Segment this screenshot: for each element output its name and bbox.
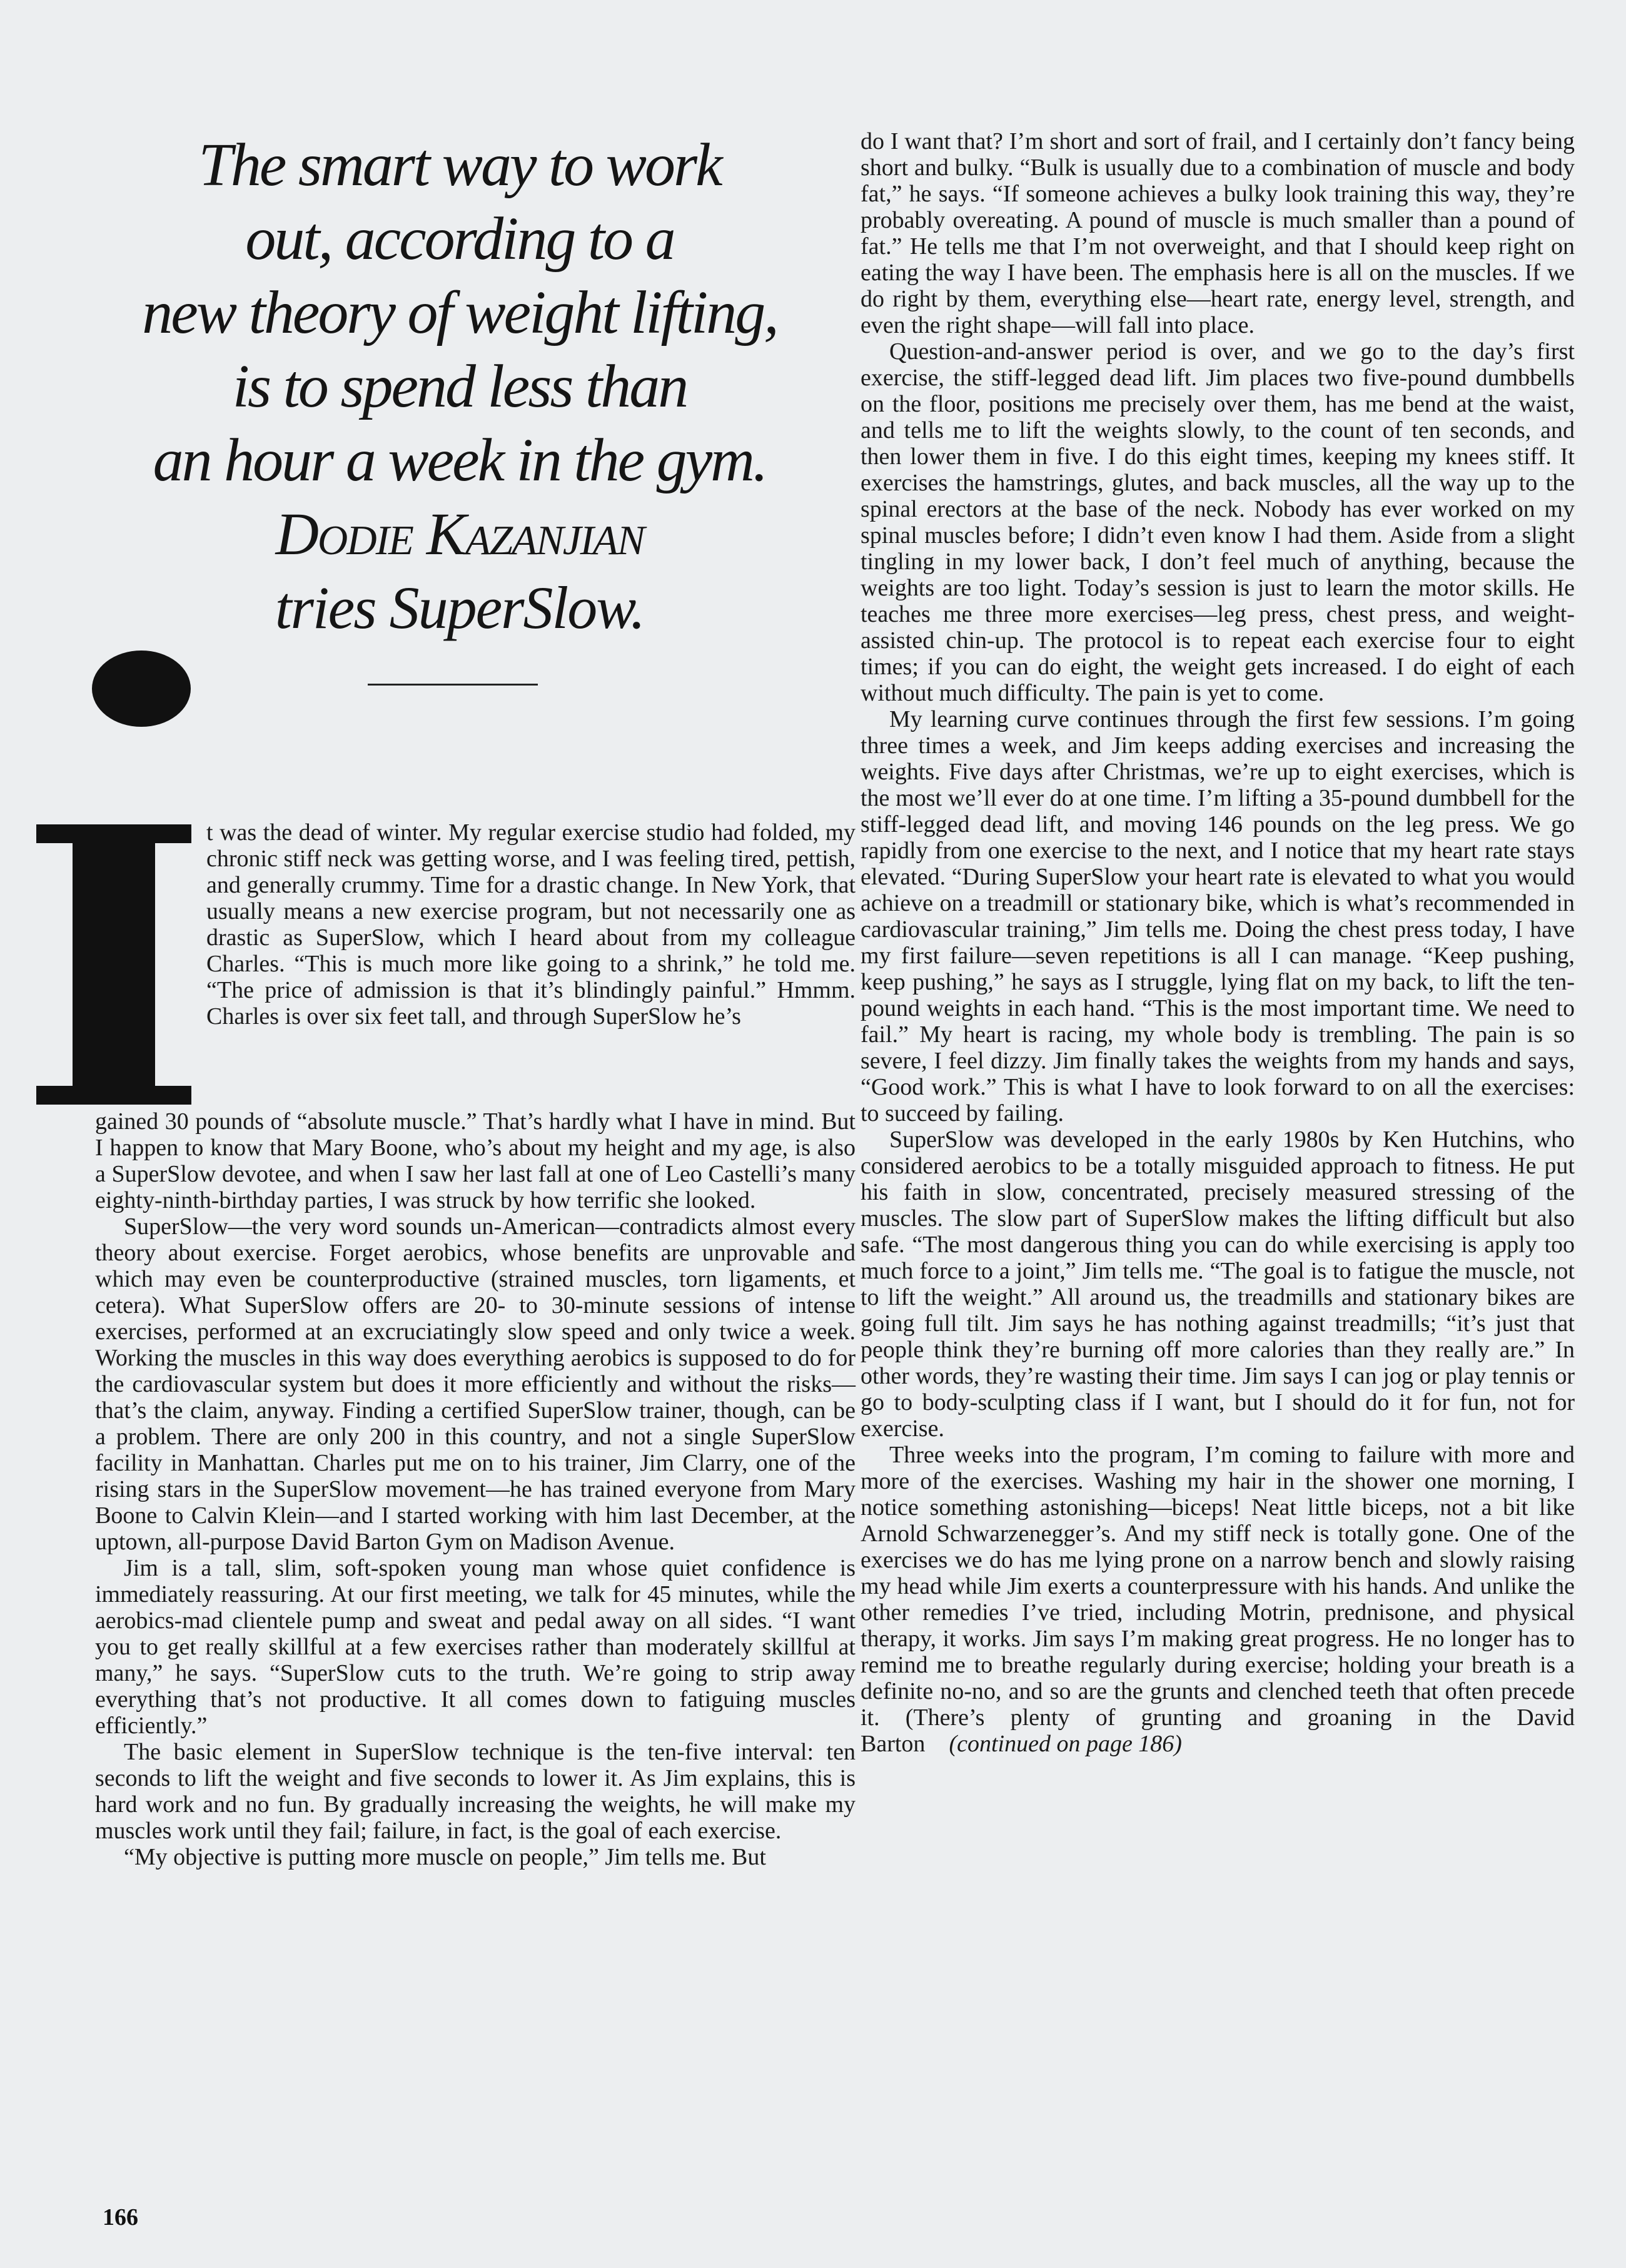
paragraph: t was the dead of winter. My regular exercise studio had folded, my chronic stiff neck was getting worse, and I was feeling tired, pettish, and generally crummy. Time for a drastic change. In New York, that usually means a new exercise program, but not necessarily one as drastic as SuperSlow, which I heard about from my colleague Charles. “This is much more like going to a shrink,” he told me. “The price of admission is that it’s blindingly painful.” Hmmm. Charles is over six feet tall, and through SuperSlow he’s: [206, 819, 856, 1030]
deck-line: new theory of weight lifting,: [142, 279, 777, 347]
lead-paragraph: [206, 819, 856, 1030]
deck-tail: tries SuperSlow.: [275, 574, 645, 641]
paragraph: Jim is a tall, slim, soft-spoken young man whose quiet confidence is immediately reassuring. At our first meeting, we talk for 45 minutes, while the aerobics-mad clientele pump and sweat and pedal away on all sides. “I want you to get really skillful at a few exercises rather than moderately skillful at many,” he says. “SuperSlow cuts to the truth. We’re going to strip away everything that’s not productive. It all comes down to fatiguing muscles efficiently.”: [95, 1555, 856, 1739]
decorative-dot: [92, 651, 191, 727]
left-column: [95, 1108, 856, 1870]
deck-line: an hour a week in the gym.: [153, 427, 767, 494]
headline-deck: [125, 128, 794, 645]
deck-line: is to spend less than: [232, 353, 687, 420]
author-name: Dodie Kazanjian: [275, 500, 644, 567]
paragraph: The basic element in SuperSlow technique is the ten-five interval: ten seconds to lift the weight and five seconds to lower it. As Jim explains, this is hard work and no fun. By gradually increasing the weights, he will make my muscles work until they fail; failure, in fact, is the goal of each exercise.: [95, 1739, 856, 1844]
deck-line: The smart way to work: [198, 131, 721, 199]
continued-note: (continued on page 186): [949, 1731, 1182, 1757]
paragraph: Question-and-answer period is over, and we go to the day’s first exercise, the stiff-legged dead lift. Jim places two five-pound dumbbells on the floor, positions me precisely over them, has me bend at the waist, and tells me to lift the weights slowly, to the count of ten seconds, and then lower them in five. I do this eight times, keeping my knees stiff. It exercises the hamstrings, glutes, and back muscles, all the way up to the spinal erectors at the base of the neck. Nobody has ever worked on my spinal muscles before; I didn’t even know I had them. Aside from a slight tingling in my lower back, I don’t feel much of anything, because the weights are too light. Today’s session is just to learn the motor skills. He teaches me three more exercises—leg press, chest press, and weight-assisted chin-up. The protocol is to repeat each exercise four to eight times; if you can do eight, the weight gets increased. I do eight of each without much difficulty. The pain is yet to come.: [861, 338, 1575, 706]
deck-line: out, according to a: [245, 205, 674, 273]
drop-cap: [36, 824, 191, 1105]
paragraph: SuperSlow was developed in the early 1980s by Ken Hutchins, who considered aerobics to be a totally misguided approach to fitness. He put his faith in slow, concentrated, precisely measured stressing of the muscles. The slow part of SuperSlow makes the lifting difficult but also safe. “The most dangerous thing you can do while exercising is apply too much force to a joint,” Jim tells me. “The goal is to fatigue the muscle, not to lift the weight.” All around us, the treadmills and stationary bikes are going full tilt. Jim says he has nothing against treadmills; “it’s just that people think they’re burning off more calories than they really are.” In other words, they’re wasting their time. Jim says I can jog or play tennis or go to body-sculpting class if I want, but I should do it for fun, not for exercise.: [861, 1126, 1575, 1442]
page-number: 166: [103, 2204, 138, 2230]
deck-rule: [368, 684, 538, 686]
paragraph: [861, 1442, 1575, 1757]
right-column: [861, 128, 1575, 1757]
paragraph: gained 30 pounds of “absolute muscle.” That’s hardly what I have in mind. But I happen to know that Mary Boone, who’s about my height and my age, is also a SuperSlow devotee, and when I saw her last fall at one of Leo Castelli’s many eighty-ninth-birthday parties, I was struck by how terrific she looked.: [95, 1108, 856, 1213]
paragraph: “My objective is putting more muscle on people,” Jim tells me. But: [124, 1844, 766, 1870]
paragraph: My learning curve continues through the first few sessions. I’m going three times a week, and Jim keeps adding exercises and increasing the weights. Five days after Christmas, we’re up to eight exercises, which is the most we’ll ever do at one time. I’m lifting a 35-pound dumbbell for the stiff-legged dead lift, and moving 146 pounds on the leg press. We go rapidly from one exercise to the next, and I notice that my heart rate stays elevated. “During SuperSlow your heart rate is elevated to what you would achieve on a treadmill or stationary bike, which is what’s recommended in cardiovascular training,” Jim tells me. Doing the chest press today, I have my first failure—seven repetitions is all I can manage. “Keep pushing, keep pushing,” he says as I struggle, lying flat on my back, to lift the ten-pound weights in each hand. “This is the most important time. We need to fail.” My heart is racing, my whole body is trembling. The pain is so severe, I feel dizzy. Jim finally takes the weights from my hands and says, “Good work.” This is what I have to look forward to on all the exercises: to succeed by failing.: [861, 706, 1575, 1126]
paragraph: SuperSlow—the very word sounds un-American—contradicts almost every theory about exercise. Forget aerobics, whose benefits are unprovable and which may even be counterproductive (strained muscles, torn ligaments, et cetera). What SuperSlow offers are 20- to 30-minute sessions of intense exercises, performed at an excruciatingly slow speed and only twice a week. Working the muscles in this way does everything aerobics is supposed to do for the cardiovascular system but does it more efficiently and without the risks—that’s the claim, anyway. Finding a certified SuperSlow trainer, though, can be a problem. There are only 200 in this country, and not a single SuperSlow facility in Manhattan. Charles put me on to his trainer, Jim Clarry, one of the rising stars in the SuperSlow movement—he has trained everyone from Mary Boone to Calvin Klein—and I started working with him last December, at the uptown, all-purpose David Barton Gym on Madison Avenue.: [95, 1213, 856, 1555]
paragraph-text: Three weeks into the program, I’m coming to failure with more and more of the exercises. Washing my hair in the shower one morning, I notice something astonishing—biceps! Neat little biceps, not a bit like Arnold Schwarzenegger’s. And my stiff neck is totally gone. One of the exercises we do has me lying prone on a narrow bench and slowly raising my head while Jim exerts a counterpressure with his hands. And unlike the other remedies I’ve tried, including Motrin, prednisone, and physical therapy, it works. Jim says I’m making great progress. He no longer has to remind me to breathe regularly during exercise; holding your breath is a definite no-no, and so are the grunts and clenched teeth that often precede it. (There’s plenty of grunting and groaning in the David Barton: [861, 1442, 1575, 1757]
paragraph: do I want that? I’m short and sort of frail, and I certainly don’t fancy being short and bulky. “Bulk is usually due to a combination of muscle and body fat,” he says. “If someone achieves a bulky look training this way, they’re probably overeating. A pound of muscle is much smaller than a pound of fat.” He tells me that I’m not overweight, and that I should keep right on eating the way I have been. The emphasis here is all on the muscles. If we do right by them, everything else—heart rate, energy level, strength, and even the right shape—will fall into place.: [861, 128, 1575, 338]
